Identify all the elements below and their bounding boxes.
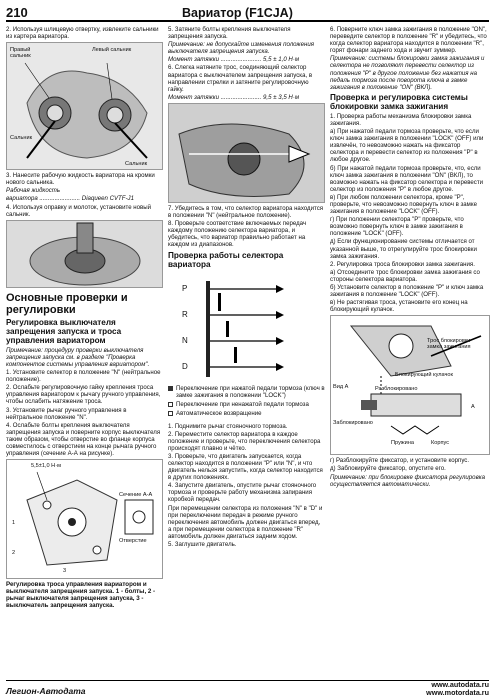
gear-r-label: R: [182, 309, 188, 319]
page-header: [6, 4, 489, 22]
unlock-label: Разблокировано: [375, 386, 418, 393]
step: При перемещении селектора из положения "N" в "D" и при переключении передач в режиме ручного переключения автомобиль должен двигаться вперед, а при перемещении селектора в положение "R" автомобиль должен двигаться задним ходом.: [168, 504, 323, 540]
legend-item: [168, 410, 325, 417]
cable-illustration: [169, 104, 325, 203]
step: 3. Проверьте, что двигатель запускается, когда селектор находится в положении "P" или "N", и что двигатель нельзя запустить, когда селектор находится в других положениях.: [168, 452, 323, 482]
gear-n-label: N: [182, 335, 188, 345]
gear-d-label: D: [182, 361, 188, 371]
cable-tension-figure: [168, 103, 325, 203]
step: 4. Ослабьте болты крепления выключателя запрещения запуска и поверните корпус выключателя таким образом, чтобы отверстие во фланце корпуса совместилось с отверстием на конце рычага ручного управления (сечение А-А на рисунке).: [6, 421, 161, 458]
selector-diagram: [168, 271, 325, 421]
step: 8. Проверьте соответствие включаемых передач каждому положению селектора вариатора, и убедитесь, что вариатор правильно работает на каждом из диапазонов.: [168, 220, 307, 249]
note: Примечание: не допускайте изменения положения выключателя запрещения запуска.: [168, 41, 314, 56]
footer-urls: [426, 681, 489, 696]
paragraph: 4. Используя оправку и молоток, установите новый сальник.: [6, 203, 152, 218]
selector-legend: [168, 385, 325, 419]
switch-adjust-figure: [6, 459, 163, 579]
legend-text: Переключение при ненажатой педали тормоза: [176, 400, 309, 408]
step: 4. Запустите двигатель, опустите рычаг стояночного тормоза и проверьте работу механизма запирания коробкой передач.: [168, 482, 317, 504]
step: а) При нажатой педали тормоза проверьте, что если ключ замка зажигания в положении "LOCK" (OFF) или извлечён, то невозможно нажать на фиксатор селектора и перевести селектор из положения "P" в любое другое.: [330, 128, 484, 164]
step: 6. Слегка натяните трос, соединяющий селектор вариатора с выключателем запрещения запуска, в направлении стрелки и затяните регулировочную гайку.: [168, 64, 313, 93]
torque-spec: Момент затяжки ........................ 5,5 ± 1,0 Н·м: [168, 56, 300, 64]
column-1: [6, 26, 163, 610]
page-number: 210: [6, 5, 28, 20]
cam-label: Блокирующий кулачок: [395, 372, 453, 379]
subsection-heading: Проверка и регулировка системы блокировки замка зажигания: [330, 92, 468, 111]
torque-label: 5,5±1,0 Н·м: [31, 463, 61, 470]
step: б) При нажатой педали тормоза проверьте, что, если ключ замка зажигания в положении "ON" (ВКЛ), то возможно нажать на фиксатор селектора и перевести селектор из положения "P" в любое другое.: [330, 164, 484, 193]
legend-swatch-outline: [168, 402, 173, 407]
seal-illustration: [7, 43, 163, 170]
torque-spec: Момент затяжки ........................ 9,5 ± 3,5 Н·м: [168, 93, 300, 101]
step: 2. Переместите селектор вариатора в каждое положение и проверьте, что переключения селектора происходят плавно и чётко.: [168, 430, 321, 452]
figure-caption: Регулировка троса управления вариатором и выключателя запрещения запуска. 1 - болты, 2 - рычаг выключателя запрещения запуска, 3 - выключатель запрещения запуска.: [6, 581, 156, 610]
page-footer: [6, 680, 489, 696]
publisher-name: Легион-Автодата: [6, 686, 86, 696]
step: 1. Установите селектор в положение "N" (нейтральное положение).: [6, 369, 161, 384]
url-autodata[interactable]: www.autodata.ru: [431, 680, 489, 689]
step: б) Установите селектор в положение "P" и ключ замка зажигания в положение "LOCK" (OFF).: [330, 284, 484, 299]
step: 6. Поверните ключ замка зажигания в положение "ON", переведите селектор в положение "R" и убедитесь, что когда селектор вариатора находится в положении "R", горят фонари заднего хода и звучит зуммер.: [330, 26, 487, 55]
label-right-seal: Правый сальник: [10, 47, 31, 60]
label-oil-seal: Сальник: [125, 161, 148, 168]
label-oil-seal: Сальник: [10, 135, 33, 142]
shift-pattern-graphic: [196, 277, 296, 383]
step: 7. Убедитесь в том, что селектор вариатора находится в положении "N" (нейтральное положение).: [168, 204, 324, 220]
legend-text: Автоматическое возвращение: [176, 409, 262, 417]
step: 5. Затяните болты крепления выключателя запрещения запуска.: [168, 26, 291, 41]
step: 2. Ослабьте регулировочную гайку крепления троса управления вариатором к рычагу ручного управления, чтобы ослабить натяжение троса.: [6, 384, 161, 406]
interlock-figure: [330, 315, 490, 455]
column-2: [168, 26, 325, 549]
step: 3. Установите рычаг ручного управления в нейтральное положение "N".: [6, 406, 127, 421]
subsection-heading: Регулировка выключателя запрещения запуска и троса управления вариатором: [6, 317, 122, 345]
gear-p-label: P: [182, 283, 188, 293]
section-label: Сечение А-А: [119, 492, 153, 499]
legend-swatch-solid: [168, 386, 173, 391]
seal-install-figure: [6, 220, 163, 288]
body-label: Корпус: [431, 440, 450, 447]
legend-item: [168, 401, 325, 408]
lock-label: Заблокировано: [333, 420, 373, 427]
note: Примечание: системы блокировки замка зажигания и селектора не позволяют перевести селектор из положения "P" в другое положение без нажатия на педаль тормоза после поворота ключа в замке зажигания в положение "ON" (ВКЛ).: [330, 55, 485, 91]
hole-label: Отверстие: [119, 538, 147, 545]
step: 1. Поднимите рычаг стояночного тормоза.: [168, 422, 288, 430]
paragraph: вариатора ........................ Diaqueen CVTF-J1: [6, 195, 134, 203]
callout-2: 2: [12, 550, 16, 557]
step: 1. Проверка работы механизма блокировки замка зажигания.: [330, 112, 472, 127]
install-illustration: [7, 221, 163, 288]
step: 5. Заглушите двигатель.: [168, 541, 237, 548]
section-heading: Основные проверки и регулировки: [6, 291, 128, 316]
view-label: Вид А: [333, 384, 349, 391]
page-title: Вариатор (F1CJA): [182, 6, 293, 20]
label-left-seal: Левый сальник: [92, 47, 132, 54]
url-motordata[interactable]: www.motordata.ru: [426, 687, 489, 697]
seal-removal-figure: [6, 42, 163, 170]
step: д) Заблокируйте фиксатор, опустите его.: [330, 465, 446, 473]
note: Примечание: процедуру проверки выключателя запрещения запуска см. в разделе "Проверка компонентов системы управления вариатором".: [6, 346, 150, 368]
legend-swatch-arrow: [168, 411, 173, 416]
step: г) Разблокируйте фиксатор, и установите корпус.: [330, 457, 470, 465]
step: в) При любом положении селектора, кроме "P", проверьте, что невозможно повернуть ключ в замке зажигания в положение "LOCK" (OFF).: [330, 193, 477, 216]
callout-3: 3: [63, 568, 67, 575]
step: в) Не растягивая троса, установите его конец на блокирующий кулачок.: [330, 299, 468, 314]
paragraph: 3. Нанесите рабочую жидкость вариатора на кромки нового сальника.: [6, 172, 155, 187]
callout-1: 1: [12, 520, 16, 527]
legend-item: [168, 385, 325, 399]
subsection-heading: Проверка работы селектора вариатора: [168, 250, 284, 269]
paragraph: Рабочая жидкость: [6, 187, 61, 195]
legend-text: Переключение при нажатой педали тормоза (ключ в замке зажигания в положении "LOCK"): [176, 384, 325, 399]
step: 2. Регулировка троса блокировки замка зажигания.: [330, 260, 475, 268]
switch-diagram: [7, 460, 163, 579]
spring-label: Пружина: [391, 440, 414, 447]
paragraph: 2. Используя шлицевую отвертку, извлеките сальники из картера вариатора.: [6, 26, 159, 41]
note: Примечание: при блокировке фиксатора регулировка осуществляется автоматически.: [330, 473, 486, 488]
step: г) При положении селектора "P" проверьте, что возможно повернуть ключ в замке зажигания в положение "LOCK" (OFF).: [330, 216, 464, 238]
step: а) Отсоедините трос блокировки замка зажигания со стороны селектора вариатора.: [330, 268, 480, 283]
step: д) Если функционирование системы отличается от указанной выше, то отрегулируйте трос блокировки замка зажигания.: [330, 238, 477, 260]
cable-label: Трос блокировки замка зажигания: [427, 338, 471, 351]
column-3: [330, 26, 490, 489]
callout-a: А: [471, 404, 475, 411]
